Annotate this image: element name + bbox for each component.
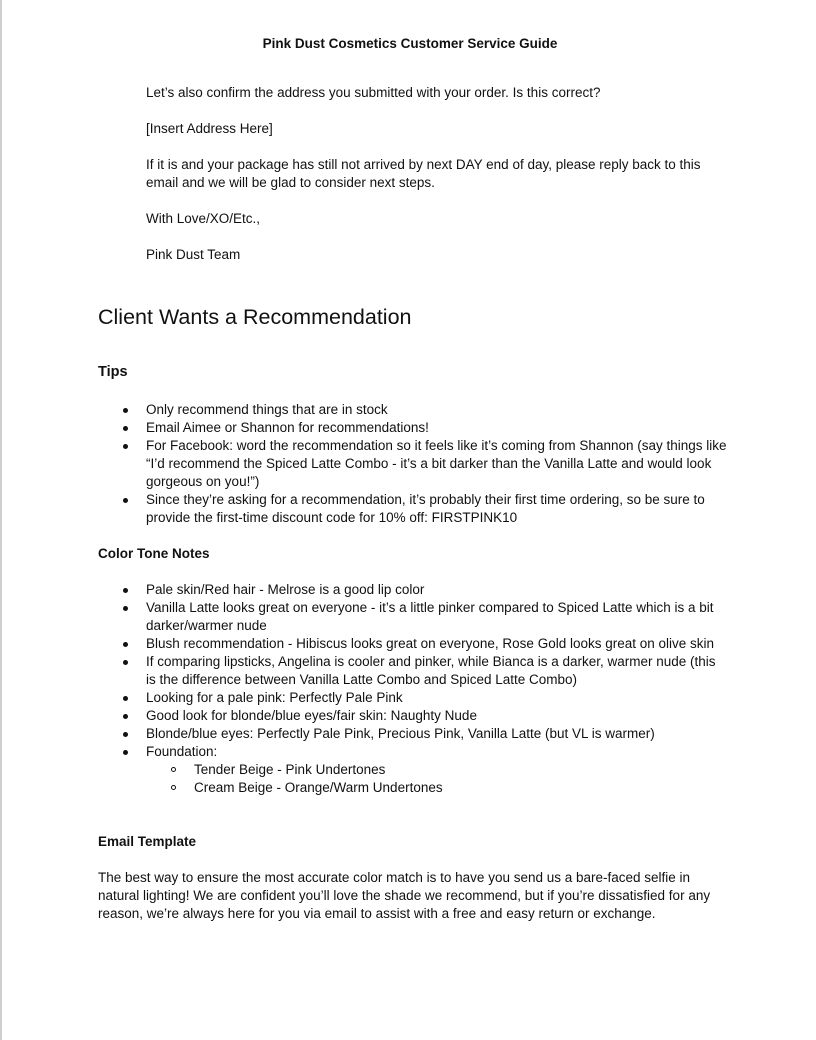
foundation-sublist <box>146 761 728 797</box>
tips-heading: Tips <box>98 364 128 380</box>
email-template-body: The best way to ensure the most accurate color match is to have you send us a bare-faced selfie in natural lighting! We are confident you’ll love the shade we recommend, but if you’re dissatisfied for any reason, we’re always here for you via email to assist with a free and easy return or exchange. <box>98 870 711 921</box>
list-item: Since they’re asking for a recommendation, it’s probably their first time ordering, so be sure to provide the first-time discount code for 10% off: FIRSTPINK10 <box>98 491 728 527</box>
bullet-icon <box>123 714 128 719</box>
sign-off: With Love/XO/Etc., <box>146 211 261 226</box>
hollow-bullet-icon <box>171 767 176 772</box>
sub-list-item: Cream Beige - Orange/Warm Undertones <box>146 779 728 797</box>
bullet-icon <box>123 696 128 701</box>
list-item: Email Aimee or Shannon for recommendations! <box>98 419 728 437</box>
bullet-icon <box>123 642 128 647</box>
list-item: Blonde/blue eyes: Perfectly Pale Pink, Precious Pink, Vanilla Latte (but VL is warmer) <box>98 725 728 743</box>
bullet-icon <box>123 498 128 503</box>
list-item: For Facebook: word the recommendation so it feels like it’s coming from Shannon (say things like “I’d recommend the Spiced Latte Combo - it’s a bit darker than the Vanilla Latte and would look gorgeous on you!”) <box>98 437 728 491</box>
list-item: Pale skin/Red hair - Melrose is a good lip color <box>98 581 728 599</box>
address-confirm-paragraph: Let’s also confirm the address you submitted with your order. Is this correct? <box>146 85 601 100</box>
email-template-heading: Email Template <box>98 834 197 849</box>
bullet-icon <box>123 588 128 593</box>
bullet-icon <box>123 444 128 449</box>
section-title: Client Wants a Recommendation <box>98 305 412 329</box>
list-item: Good look for blonde/blue eyes/fair skin: Naughty Nude <box>98 707 728 725</box>
email-closing-block <box>146 84 726 282</box>
document-header: Pink Dust Cosmetics Customer Service Guide <box>262 36 558 51</box>
signature: Pink Dust Team <box>146 247 241 262</box>
sub-list-item: Tender Beige - Pink Undertones <box>146 761 728 779</box>
list-item: If comparing lipsticks, Angelina is cooler and pinker, while Bianca is a darker, warmer nude (this is the difference between Vanilla Latte Combo and Spiced Latte Combo) <box>98 653 728 689</box>
list-item: Only recommend things that are in stock <box>98 401 728 419</box>
color-tone-list <box>98 581 728 797</box>
hollow-bullet-icon <box>171 785 176 790</box>
list-item-foundation: Foundation: Tender Beige - Pink Undertones Cream Beige - Orange/Warm Undertones <box>98 743 728 797</box>
bullet-icon <box>123 408 128 413</box>
bullet-icon <box>123 660 128 665</box>
tips-list <box>98 401 728 527</box>
next-steps-paragraph: If it is and your package has still not arrived by next DAY end of day, please reply back to this email and we will be glad to consider next steps. <box>146 157 701 190</box>
list-item: Looking for a pale pink: Perfectly Pale Pink <box>98 689 728 707</box>
bullet-icon <box>123 750 128 755</box>
bullet-icon <box>123 426 128 431</box>
list-item: Blush recommendation - Hibiscus looks great on everyone, Rose Gold looks great on olive skin <box>98 635 728 653</box>
list-item: Vanilla Latte looks great on everyone - it’s a little pinker compared to Spiced Latte which is a bit darker/warmer nude <box>98 599 728 635</box>
bullet-icon <box>123 606 128 611</box>
address-placeholder: [Insert Address Here] <box>146 121 273 136</box>
bullet-icon <box>123 732 128 737</box>
color-tone-heading: Color Tone Notes <box>98 546 210 561</box>
